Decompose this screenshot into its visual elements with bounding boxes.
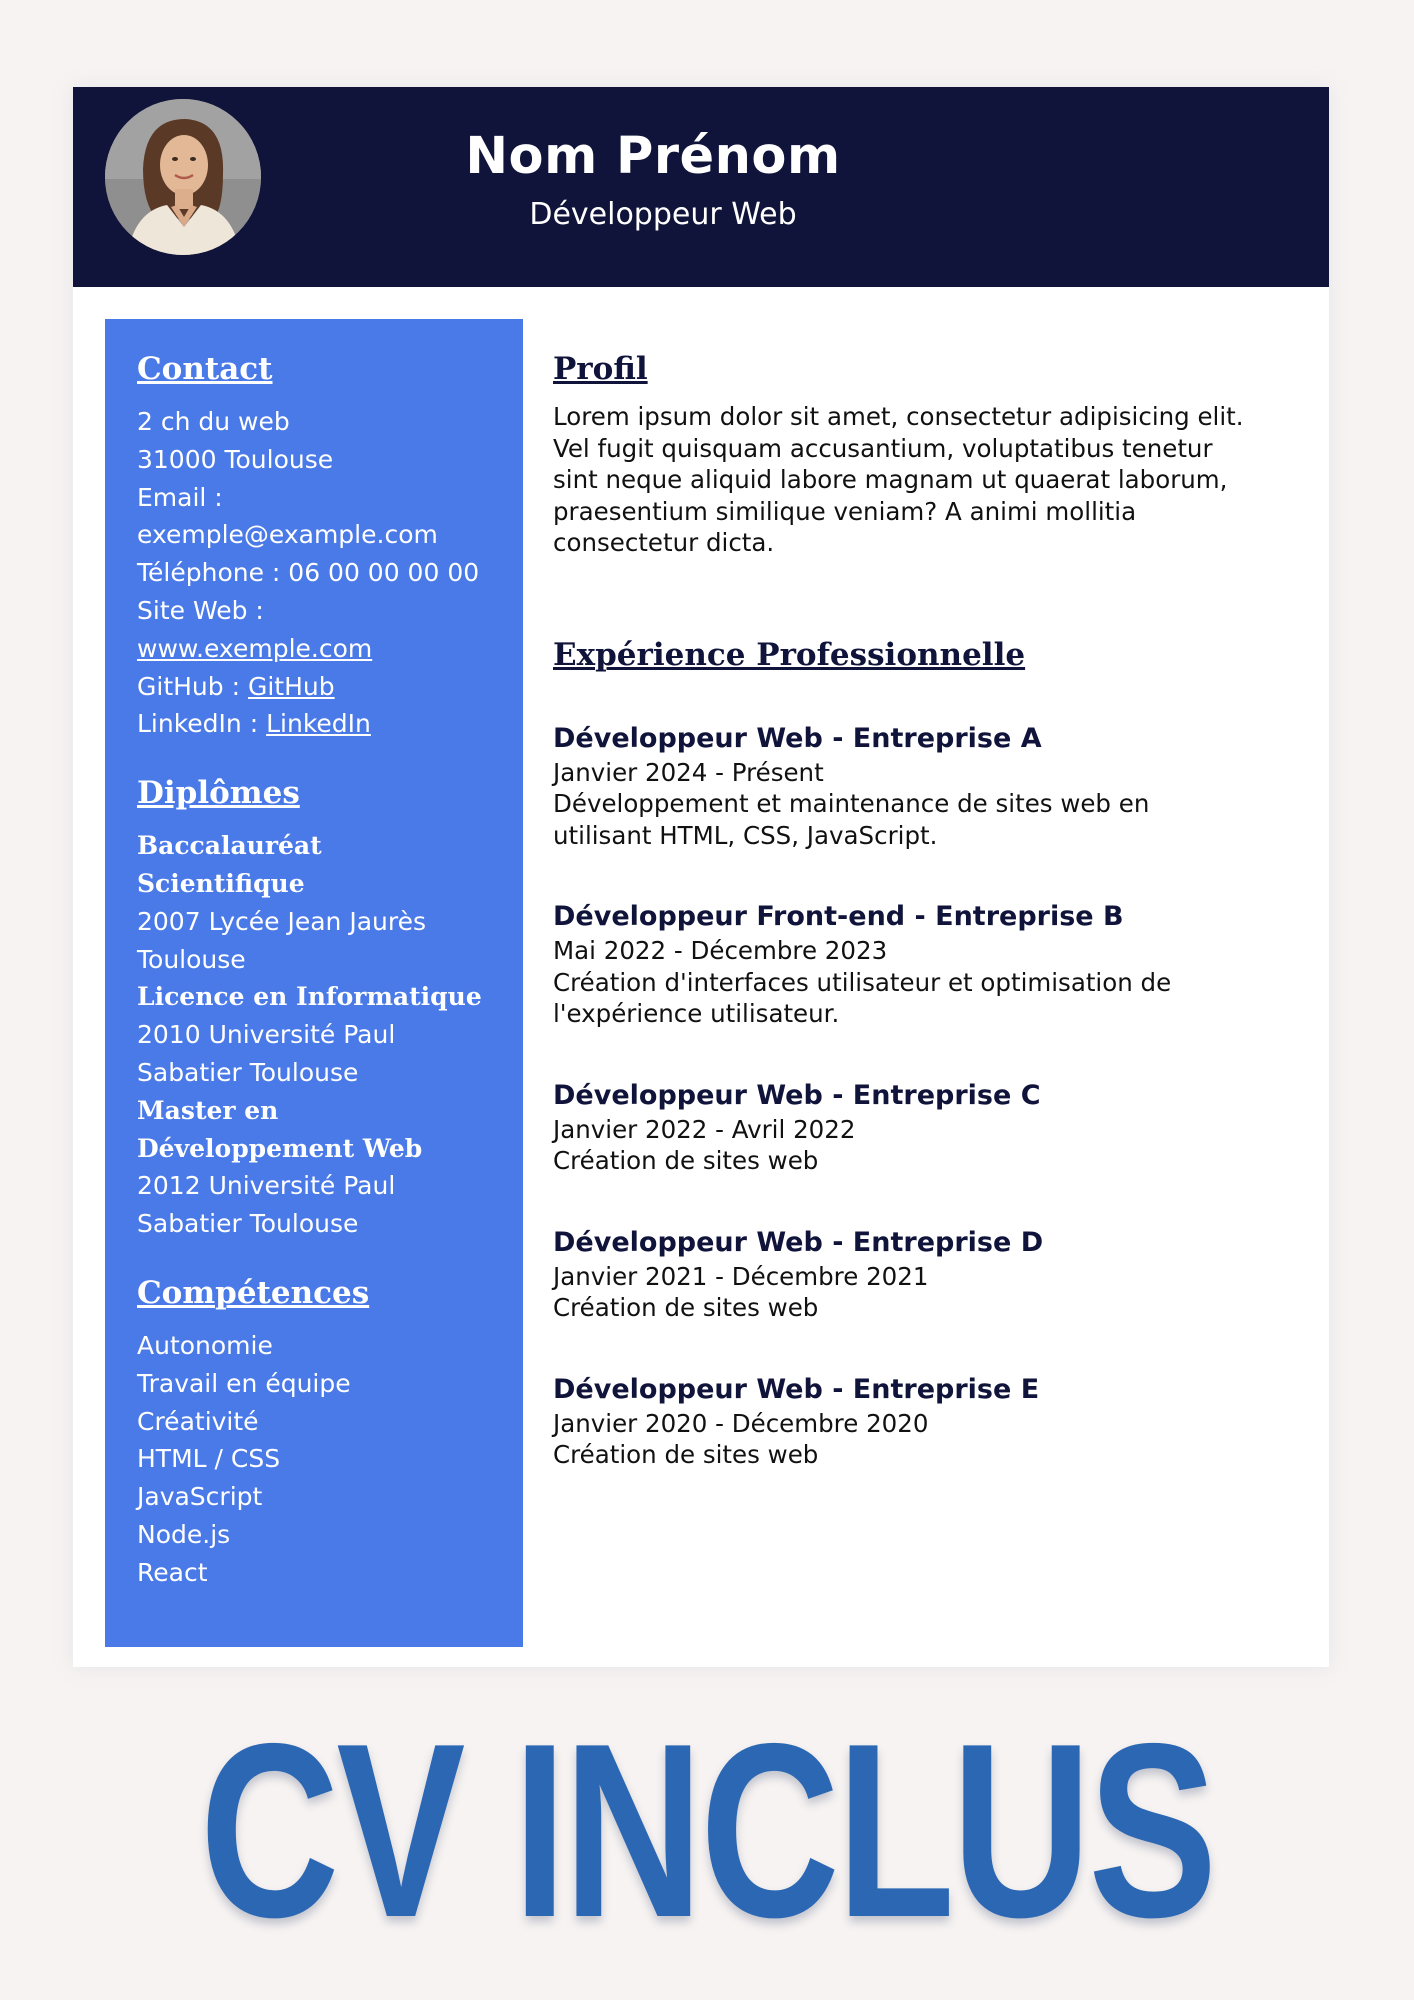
diploma-title: Baccalauréat [137, 831, 322, 861]
skill-item: Node.js [137, 1519, 231, 1549]
job-entry-desc: Développement et maintenance de sites web en [553, 789, 1150, 818]
experience-heading: Expérience Professionnelle [553, 636, 1026, 673]
contact-heading: Contact [137, 351, 273, 387]
job-entry-desc: Création de sites web [553, 1440, 819, 1469]
github-row [137, 668, 523, 706]
diploma-detail: Toulouse [137, 944, 246, 974]
job-entry-desc: utilisant HTML, CSS, JavaScript. [553, 820, 938, 850]
profile-line: sint neque aliquid labore magnam ut quaerat laborum, [553, 465, 1228, 494]
diploma-detail: Sabatier Toulouse [137, 1057, 359, 1087]
diploma-title: Développement Web [137, 1133, 423, 1163]
skill-item: Autonomie [137, 1330, 273, 1360]
diploma-detail: 2012 Université Paul [137, 1171, 396, 1201]
job-entry-title: Développeur Web - Entreprise A [553, 722, 1042, 754]
avatar [105, 99, 261, 255]
job-entry-title: Développeur Web - Entreprise D [553, 1226, 1044, 1258]
job-entry [553, 1225, 1293, 1324]
job-entry-desc: Création d'interfaces utilisateur et optimisation de [553, 967, 1172, 997]
job-entry [553, 1078, 1293, 1177]
skill-item: Créativité [137, 1406, 259, 1436]
linkedin-label: LinkedIn : [137, 709, 259, 739]
skill-item: Travail en équipe [137, 1368, 351, 1398]
website-label: Site Web : [137, 595, 264, 625]
job-entry-desc: Création de sites web [553, 1146, 819, 1175]
job-entry [553, 721, 1293, 852]
cv-inclus-banner: CV INCLUS [199, 1691, 1215, 1969]
website-row [137, 630, 523, 668]
job-entry-dates: Janvier 2024 - Présent [553, 757, 824, 787]
profile-line: consectetur dicta. [553, 528, 775, 557]
cv-header [73, 87, 1329, 287]
github-link[interactable]: GitHub [247, 671, 335, 701]
job-entry-dates: Mai 2022 - Décembre 2023 [553, 936, 888, 965]
website-link[interactable]: www.exemple.com [137, 633, 373, 663]
job-entry [553, 1372, 1293, 1471]
cv-sidebar [105, 319, 523, 1647]
diploma-title: Master en [137, 1095, 279, 1125]
address-line-2: 31000 Toulouse [137, 444, 334, 474]
job-entry-dates: Janvier 2021 - Décembre 2021 [553, 1261, 929, 1291]
email-label: Email : [137, 482, 223, 512]
linkedin-row [137, 705, 523, 743]
profile-text [553, 401, 1293, 559]
job-entry [553, 899, 1293, 1030]
contact-section [137, 349, 523, 743]
job-entry-dates: Janvier 2022 - Avril 2022 [553, 1114, 856, 1144]
diploma-title: Licence en Informatique [137, 982, 482, 1012]
diplomas-heading: Diplômes [137, 775, 300, 812]
skill-item: HTML / CSS [137, 1444, 281, 1474]
cv-job-title: Développeur Web [529, 197, 797, 232]
email-value: exemple@example.com [137, 520, 438, 550]
diploma-detail: 2007 Lycée Jean Jaurès [137, 906, 426, 936]
profile-line: Lorem ipsum dolor sit amet, consectetur adipisicing elit. [553, 402, 1244, 431]
cv-main [553, 349, 1293, 1471]
job-entry-title: Développeur Web - Entreprise C [553, 1079, 1041, 1111]
job-entry-dates: Janvier 2020 - Décembre 2020 [553, 1408, 929, 1438]
diplomas-section [137, 773, 523, 1243]
profile-line: Vel fugit quisquam accusantium, voluptatibus tenetur [553, 433, 1213, 463]
skill-item: JavaScript [137, 1482, 263, 1512]
address-line-1: 2 ch du web [137, 407, 290, 436]
diploma-detail: Sabatier Toulouse [137, 1209, 359, 1239]
diploma-detail: 2010 Université Paul [137, 1020, 396, 1050]
github-label: GitHub : [137, 671, 241, 701]
skill-item: React [137, 1557, 208, 1587]
linkedin-link[interactable]: LinkedIn [266, 709, 371, 739]
job-entry-title: Développeur Front-end - Entreprise B [553, 901, 1124, 932]
skills-section [137, 1273, 523, 1592]
cv-name: Nom Prénom [465, 127, 841, 186]
job-entry-title: Développeur Web - Entreprise E [553, 1373, 1040, 1405]
job-entry-desc: l'expérience utilisateur. [553, 999, 840, 1028]
skills-heading: Compétences [137, 1274, 370, 1311]
profile-heading: Profil [553, 351, 648, 387]
phone: Téléphone : 06 00 00 00 00 [137, 558, 480, 588]
diploma-title: Scientifique [137, 868, 305, 898]
cv-sheet [73, 87, 1329, 1667]
profile-line: praesentium similique veniam? A animi mollitia [553, 496, 1137, 526]
job-entry-desc: Création de sites web [553, 1293, 819, 1322]
